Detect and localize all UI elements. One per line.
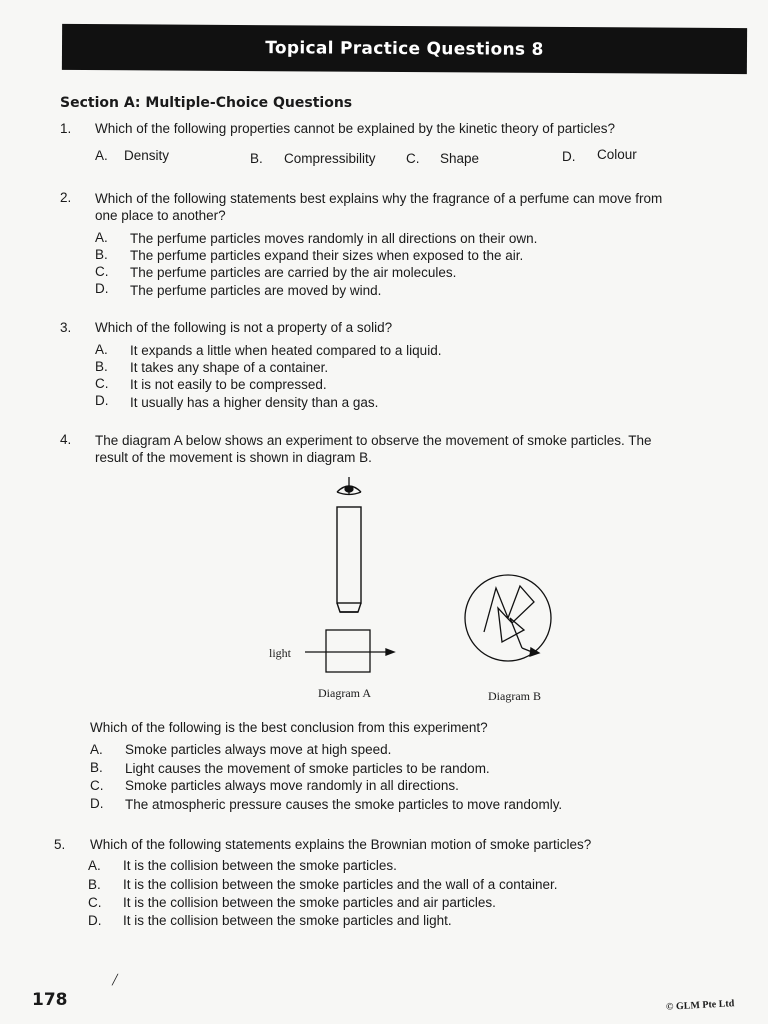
option-letter: A. <box>95 230 108 245</box>
question-stem: Which of the following is not a property of a solid? <box>95 320 393 335</box>
pen-mark: ╱ <box>112 975 119 986</box>
option-text: Smoke particles always move at high speed. <box>125 742 392 757</box>
option-text: Density <box>124 148 170 163</box>
option-text: It usually has a higher density than a gas. <box>130 395 379 410</box>
option-letter: B. <box>95 247 108 262</box>
light-label: light <box>269 646 292 660</box>
question-stem: The diagram A below shows an experiment to observe the movement of smoke particles. The <box>95 433 652 448</box>
option-text: The atmospheric pressure causes the smoke particles to move randomly. <box>125 797 563 812</box>
question-number: 1. <box>60 121 72 136</box>
option-text: Light causes the movement of smoke particles to be random. <box>125 761 490 776</box>
option-letter: B. <box>90 760 103 775</box>
option-text: The perfume particles are moved by wind. <box>130 283 382 298</box>
diagram-figure <box>260 470 580 710</box>
option-text: It is not easily to be compressed. <box>130 377 327 392</box>
option-letter: B. <box>250 151 263 166</box>
smoke-cell <box>305 630 394 672</box>
option-text: The perfume particles are carried by the air molecules. <box>130 265 457 280</box>
question-stem: Which of the following statements explains the Brownian motion of smoke particles? <box>90 837 592 852</box>
option-text: Shape <box>440 151 480 166</box>
question-number: 4. <box>60 432 72 447</box>
section-title: Section A: Multiple-Choice Questions <box>60 95 353 111</box>
option-letter: A. <box>88 858 101 873</box>
header-bar <box>62 24 747 74</box>
option-letter: D. <box>88 913 102 928</box>
question-number: 3. <box>60 320 72 335</box>
copyright-notice: © GLM Pte Ltd <box>665 998 735 1013</box>
option-letter: D. <box>95 281 109 296</box>
page-number: 178 <box>32 990 68 1010</box>
microscope-tube <box>337 507 361 612</box>
option-text: It is the collision between the smoke particles. <box>123 858 397 873</box>
option-letter: D. <box>95 393 109 408</box>
option-text: It expands a little when heated compared to a liquid. <box>130 343 442 358</box>
diagram-b-label: Diagram B <box>488 689 541 703</box>
smoke-cell-diagram <box>260 470 580 710</box>
option-letter: C. <box>95 376 109 391</box>
question-stem: one place to another? <box>95 208 226 223</box>
question-stem: Which of the following statements best explains why the fragrance of a perfume can move from <box>95 191 663 206</box>
option-text: It is the collision between the smoke particles and air particles. <box>123 895 496 910</box>
brownian-motion-view <box>465 575 551 661</box>
option-text: The perfume particles moves randomly in all directions on their own. <box>130 231 538 246</box>
option-letter: A. <box>95 148 108 163</box>
option-letter: C. <box>95 264 109 279</box>
option-letter: D. <box>562 149 576 164</box>
option-letter: B. <box>88 877 101 892</box>
eye-symbol <box>337 477 361 495</box>
option-text: It takes any shape of a container. <box>130 360 329 375</box>
option-letter: D. <box>90 796 104 811</box>
option-text: The perfume particles expand their sizes when exposed to the air. <box>130 248 524 263</box>
diagram-a-label: Diagram A <box>318 686 371 700</box>
option-letter: A. <box>95 342 108 357</box>
option-text: Colour <box>597 147 637 162</box>
option-text: It is the collision between the smoke particles and light. <box>123 913 452 928</box>
option-letter: C. <box>406 151 420 166</box>
question-number: 2. <box>60 190 72 205</box>
option-text: Smoke particles always move randomly in all directions. <box>125 778 459 793</box>
option-letter: C. <box>90 778 104 793</box>
question-stem: Which of the following properties cannot be explained by the kinetic theory of particles? <box>95 121 616 136</box>
question-stem: result of the movement is shown in diagram B. <box>95 450 372 465</box>
option-letter: B. <box>95 359 108 374</box>
option-letter: C. <box>88 895 102 910</box>
option-letter: A. <box>90 742 103 757</box>
page-title: Topical Practice Questions 8 <box>265 38 544 60</box>
option-text: Compressibility <box>284 151 376 166</box>
question-number: 5. <box>54 837 66 852</box>
option-text: It is the collision between the smoke particles and the wall of a container. <box>123 877 558 892</box>
question-prompt: Which of the following is the best conclusion from this experiment? <box>90 720 488 735</box>
